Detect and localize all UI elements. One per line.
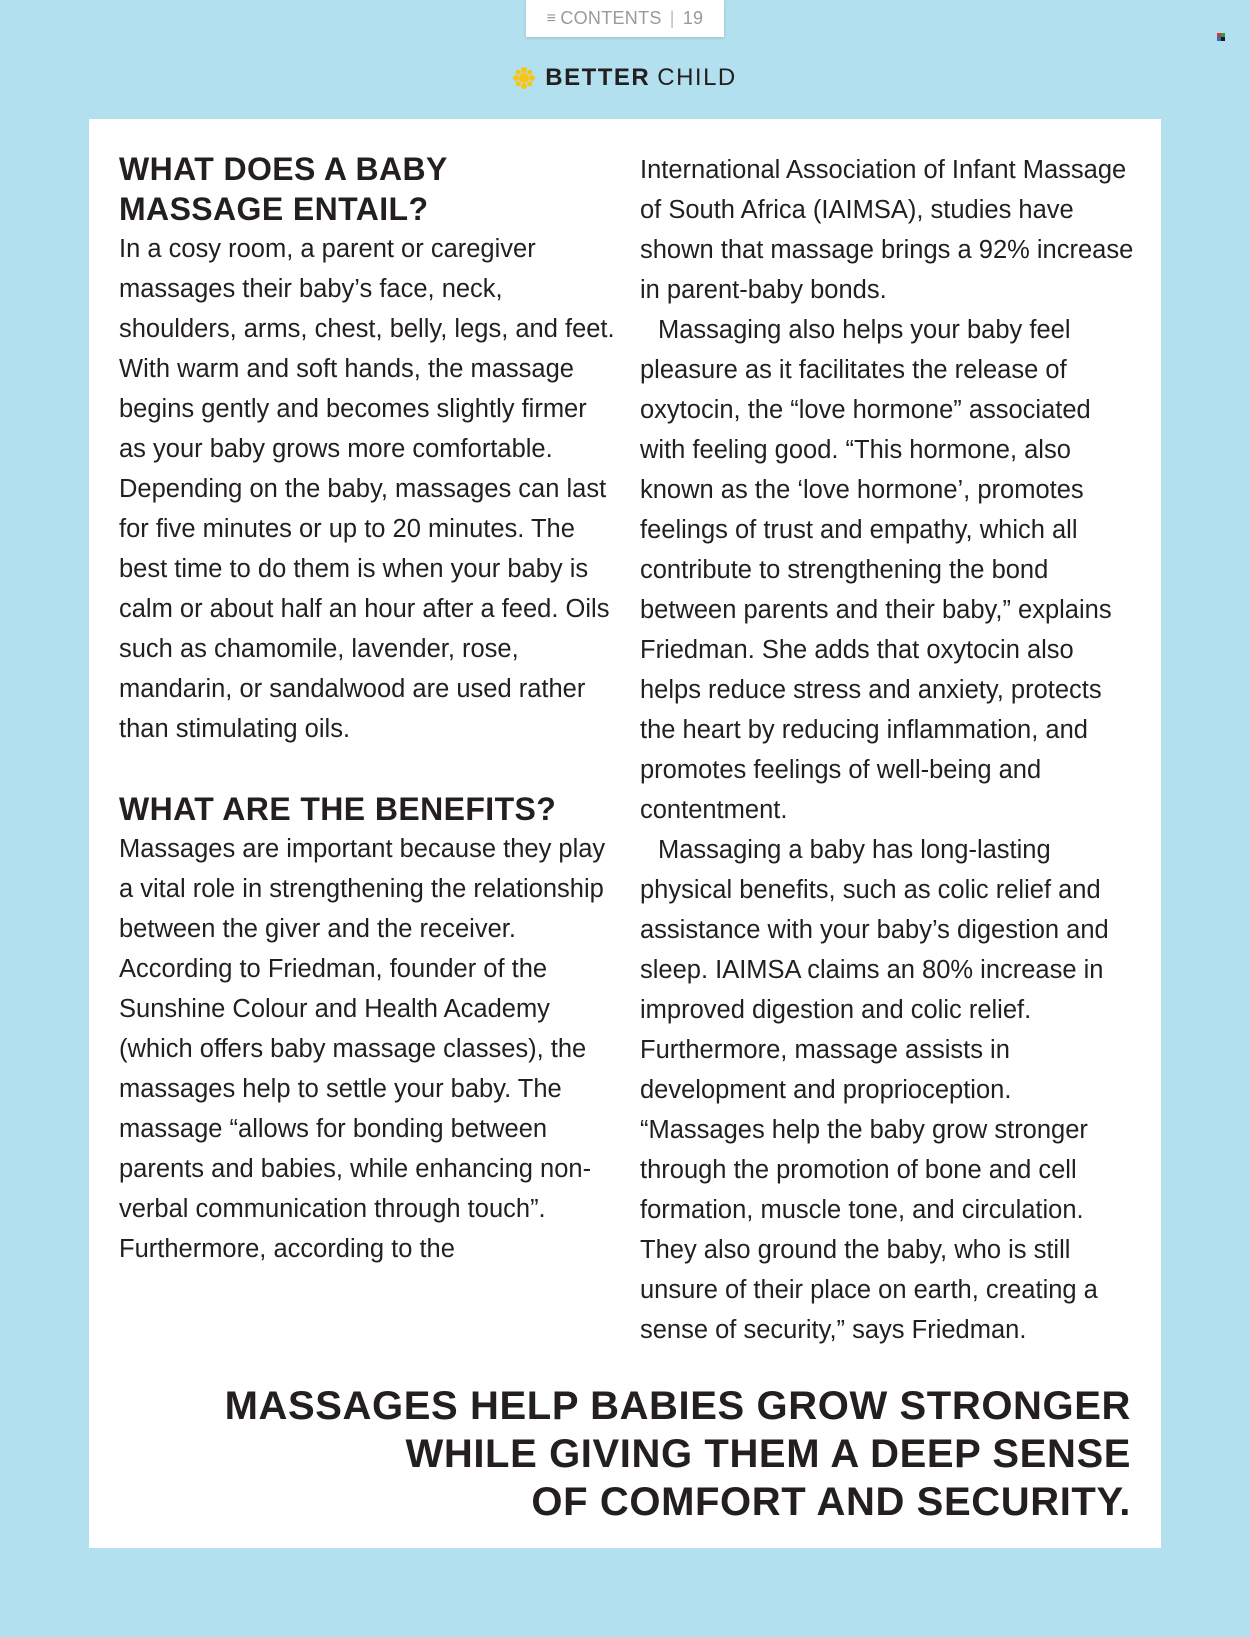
brand-header [0,64,1250,92]
pull-quote-line: WHILE GIVING THEM A DEEP SENSE [405,1432,1131,1476]
corner-mark-icon [1217,33,1225,41]
divider: | [669,8,675,28]
paragraph-benefits-continued: International Association of Infant Massage of South Africa (IAIMSA), studies have shown that massage brings a 92% increase in parent-baby bonds. [640,156,1134,304]
contents-tab[interactable] [526,0,724,37]
pull-quote [171,1382,1131,1526]
page-number: 19 [682,8,704,28]
heading-massage-entail: WHAT DOES A BABY MASSAGE ENTAIL? [119,151,448,227]
paragraph-massage-entail: In a cosy room, a parent or caregiver massages their baby’s face, neck, shoulders, arms, chest, belly, legs, and feet. With warm and soft hands, the massage begins gently and becomes slightly firmer as your baby grows more comfortable. Depending on the baby, massages can last for five minutes or up to 20 minutes. The best time to do them is when your baby is calm or about half an hour after a feed. Oils such as chamomile, lavender, rose, mandarin, or sandalwood are used rather than stimulating oils. [119,235,615,743]
paragraph-benefits: Massages are important because they play a vital role in strengthening the relationship between the giver and the receiver. According to Friedman, founder of the Sunshine Colour and Health Academy (which offers baby massage classes), the massages help to settle your baby. The massage “allows for bonding between parents and babies, while enhancing non-verbal communication through touch”. Furthermore, according to the [119,835,606,1263]
contents-label: CONTENTS [560,8,662,28]
right-column [640,150,1140,1350]
brand-child: CHILD [657,64,737,91]
paragraph-oxytocin: Massaging also helps your baby feel pleasure as it facilitates the release of oxytocin, the “love hormone” associated with feeling good. “This hormone, also known as the ‘love hormone’, promotes feelings of trust and empathy, which all contribute to strengthening the bond between parents and their baby,” explains Friedman. She adds that oxytocin also helps reduce stress and anxiety, protects the heart by reducing inflammation, and promotes feelings of well-being and contentment. [640,316,1112,824]
left-column [119,149,619,1269]
menu-icon: ≡ [546,9,557,27]
paragraph-physical-benefits: Massaging a baby has long-lasting physical benefits, such as colic relief and assistance with your baby’s digestion and sleep. IAIMSA claims an 80% increase in improved digestion and colic relief. Furthermore, massage assists in development and proprioception. “Massages help the baby grow stronger through the promotion of bone and cell formation, muscle tone, and circulation. They also ground the baby, who is still unsure of their place on earth, creating a sense of security,” says Friedman. [640,836,1109,1344]
pull-quote-line: OF COMFORT AND SECURITY. [531,1480,1131,1524]
article-card [89,119,1161,1548]
pull-quote-line: MASSAGES HELP BABIES GROW STRONGER [224,1384,1131,1428]
brand-better: BETTER [545,64,651,91]
sun-icon [513,67,535,89]
heading-benefits: WHAT ARE THE BENEFITS? [119,791,557,827]
